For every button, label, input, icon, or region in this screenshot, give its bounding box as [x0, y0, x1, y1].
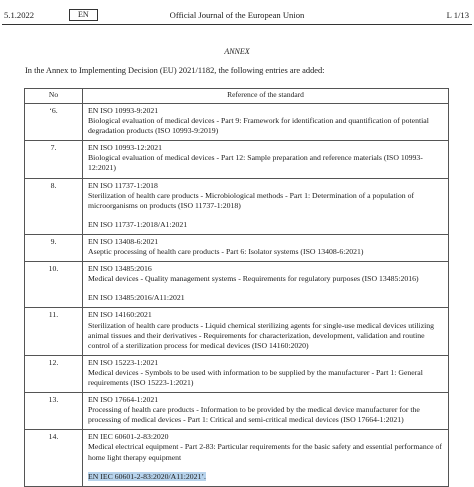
table-row: [25, 355, 449, 392]
amendment-spacer: [88, 211, 446, 220]
amendment-line: [88, 293, 446, 303]
table-row: [25, 104, 449, 141]
journal-title: Official Journal of the European Union: [169, 10, 305, 20]
amendment-reference: EN ISO 11737-1:2018/A1:2021: [88, 219, 188, 229]
standard-code: EN ISO 10993-12:2021: [88, 143, 163, 153]
row-number: 12.: [25, 355, 83, 392]
standard-code: EN ISO 10993-9:2021: [88, 106, 159, 115]
page-header: [0, 0, 474, 24]
standard-reference: [83, 430, 449, 486]
standard-title: Sterilization of health care products - Liquid chemical sterilizing agents for single-use medical devices utilizing animal tissues and their derivatives - Requirements for characterization, development, validation and routine control of a sterilization process for medical devices (ISO 14160:2020): [88, 320, 435, 350]
standard-code: EN ISO 17664-1:2021: [88, 395, 159, 405]
publication-date: 5.1.2022: [4, 10, 35, 20]
table-header-row: [25, 89, 449, 104]
row-number: 11.: [25, 308, 83, 355]
table-row: [25, 262, 449, 308]
table-body: [25, 104, 449, 487]
page-number: L 1/13: [446, 10, 469, 20]
standard-code: EN ISO 14160:2021: [88, 310, 152, 320]
row-number: 9.: [25, 234, 83, 261]
table-row: [25, 141, 449, 178]
standard-title: Processing of health care products - Information to be provided by the medical device manufacturer for the processing of medical devices - Part 1: Critical and semi-critical medical devices (ISO 17664-1:2021): [88, 405, 420, 425]
standard-reference: [83, 234, 449, 261]
standard-reference: [83, 262, 449, 308]
standard-title: Biological evaluation of medical devices - Part 9: Framework for identification and quantification of potential degradation products (ISO 10993-9:2019): [88, 116, 429, 136]
standard-title: Medical devices - Quality management systems - Requirements for regulatory purposes (ISO 13485:2016): [88, 274, 419, 284]
amendment-reference: EN ISO 13485:2016/A11:2021: [88, 293, 185, 303]
table-row: [25, 393, 449, 430]
amendment-spacer: [88, 284, 446, 293]
standard-reference: [83, 308, 449, 355]
header-reference: Reference of the standard: [83, 89, 449, 104]
standard-title: Medical electrical equipment - Part 2-83: Particular requirements for the basic safety and essential performance of home light therapy equipment: [88, 442, 442, 462]
amendment-reference: EN IEC 60601-2-83:2020/A11:2021’.: [88, 471, 206, 481]
header-rule: [2, 24, 472, 25]
standard-code: EN ISO 15223-1:2021: [88, 357, 159, 367]
row-number: ‘6.: [25, 104, 83, 141]
amendment-line: [88, 472, 446, 482]
row-number: 7.: [25, 141, 83, 178]
amendment-line: [88, 220, 446, 230]
language-badge: EN: [69, 9, 98, 21]
standard-reference: [83, 393, 449, 430]
table-row: [25, 308, 449, 355]
standard-reference: [83, 104, 449, 141]
standard-code: EN IEC 60601-2-83:2020: [88, 432, 169, 442]
row-number: 10.: [25, 262, 83, 308]
row-number: 13.: [25, 393, 83, 430]
standard-reference: [83, 141, 449, 178]
table-row: [25, 234, 449, 261]
annex-title: ANNEX: [224, 47, 250, 56]
standard-code: EN ISO 13485:2016: [88, 264, 152, 274]
amendment-spacer: [88, 463, 446, 472]
standard-code: EN ISO 11737-1:2018: [88, 180, 158, 190]
standard-reference: [83, 178, 449, 234]
standard-title: Aseptic processing of health care products - Part 6: Isolator systems (ISO 13408-6:2021): [88, 247, 364, 257]
standard-title: Sterilization of health care products - Microbiological methods - Part 1: Determination of a population of microorganisms on products (ISO 11737-1:2018): [88, 190, 415, 210]
standard-title: Biological evaluation of medical devices - Part 12: Sample preparation and reference materials (ISO 10993-12:2021): [88, 153, 423, 173]
intro-text: In the Annex to Implementing Decision (EU) 2021/1182, the following entries are added:: [25, 66, 325, 75]
standard-code: EN ISO 13408-6:2021: [88, 236, 159, 246]
standard-title: Medical devices - Symbols to be used with information to be supplied by the manufacturer - Part 1: General requirements (ISO 15223-1:2021): [88, 367, 423, 387]
standards-table: [24, 88, 449, 487]
table-row: [25, 178, 449, 234]
table-row: [25, 430, 449, 486]
row-number: 14.: [25, 430, 83, 486]
row-number: 8.: [25, 178, 83, 234]
header-no: No: [25, 89, 83, 104]
standard-reference: [83, 355, 449, 392]
